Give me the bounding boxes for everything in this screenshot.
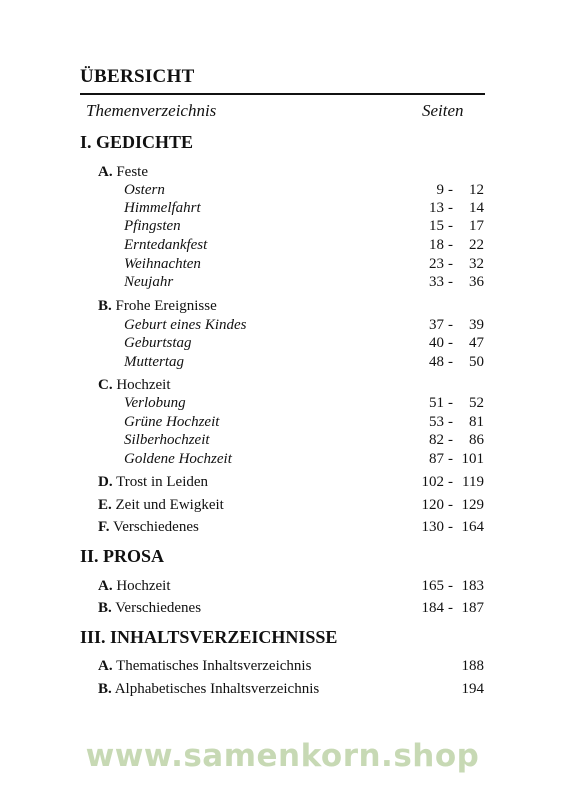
toc-item [0, 333, 565, 353]
item-label: Erntedankfest [124, 237, 208, 253]
toc-category [0, 679, 565, 699]
toc-item [0, 315, 565, 335]
page-number: 188 [461, 658, 484, 674]
section-heading: II. PROSA [80, 546, 165, 566]
category-letter: C. [98, 377, 113, 393]
page-range: 9 - 12 [436, 182, 484, 198]
item-label: Grüne Hochzeit [124, 414, 220, 430]
page-range: 37 - 39 [429, 317, 484, 333]
toc-item [0, 198, 565, 218]
toc-category [0, 296, 565, 316]
page-range: 15 - 17 [429, 218, 484, 234]
page-range: 184 - 187 [421, 600, 484, 616]
toc-category [0, 598, 565, 618]
watermark: www.samenkorn.shop [85, 738, 480, 774]
toc-item [0, 235, 565, 255]
page-range: 13 - 14 [429, 200, 484, 216]
section-heading: I. GEDICHTE [80, 132, 194, 152]
category-letter: B. [98, 681, 112, 697]
page-range: 165 - 183 [421, 578, 484, 594]
toc-item [0, 393, 565, 413]
item-label: Ostern [124, 182, 165, 198]
category-label: Verschiedenes [115, 600, 202, 616]
category-letter: A. [98, 164, 113, 180]
category-letter: F. [98, 519, 110, 535]
title-rule [80, 93, 485, 95]
toc-item [0, 449, 565, 469]
category-label: Verschiedenes [113, 519, 199, 535]
page-range: 120 - 129 [421, 497, 484, 513]
page-range: 53 - 81 [429, 414, 484, 430]
category-letter: B. [98, 298, 112, 314]
page-range: 40 - 47 [429, 335, 484, 351]
category-label: Hochzeit [116, 377, 171, 393]
category-label: Alphabetisches Inhaltsverzeichnis [114, 681, 320, 697]
category-label: Thematisches Inhaltsverzeichnis [116, 658, 312, 674]
toc-category [0, 375, 565, 395]
page-range: 33 - 36 [429, 274, 484, 290]
item-label: Geburt eines Kindes [124, 317, 247, 333]
toc-category [0, 576, 565, 596]
category-letter: A. [98, 658, 113, 674]
item-label: Neujahr [124, 274, 174, 290]
item-label: Verlobung [124, 395, 186, 411]
page-range: 18 - 22 [429, 237, 484, 253]
page-title: ÜBERSICHT [80, 66, 195, 87]
toc-item [0, 180, 565, 200]
item-label: Weihnachten [124, 256, 201, 272]
toc-category [0, 656, 565, 676]
column-header-pages: Seiten [422, 101, 464, 120]
section-heading: III. INHALTSVERZEICHNISSE [80, 627, 338, 647]
page-range: 130 - 164 [421, 519, 484, 535]
page-range: 51 - 52 [429, 395, 484, 411]
category-label: Feste [116, 164, 149, 180]
category-letter: B. [98, 600, 112, 616]
page-range: 23 - 32 [429, 256, 484, 272]
toc-item [0, 430, 565, 450]
item-label: Goldene Hochzeit [124, 451, 232, 467]
category-label: Frohe Ereignisse [115, 298, 217, 314]
page-range: 48 - 50 [429, 354, 484, 370]
toc-category [0, 472, 565, 492]
category-label: Zeit und Ewigkeit [115, 497, 224, 513]
page-range: 102 - 119 [421, 474, 484, 490]
toc-category [0, 162, 565, 182]
category-letter: E. [98, 497, 112, 513]
item-label: Himmelfahrt [124, 200, 201, 216]
page-range: 87 - 101 [429, 451, 484, 467]
item-label: Geburtstag [124, 335, 192, 351]
item-label: Muttertag [124, 354, 184, 370]
column-header-topics: Themenverzeichnis [86, 101, 217, 120]
category-letter: D. [98, 474, 113, 490]
toc-item [0, 254, 565, 274]
page-number: 194 [461, 681, 484, 697]
category-label: Trost in Leiden [116, 474, 209, 490]
toc-item [0, 216, 565, 236]
item-label: Pfingsten [124, 218, 181, 234]
category-letter: A. [98, 578, 113, 594]
toc-item [0, 412, 565, 432]
toc-item [0, 272, 565, 292]
toc-category [0, 495, 565, 515]
toc-item [0, 352, 565, 372]
item-label: Silberhochzeit [124, 432, 210, 448]
category-label: Hochzeit [116, 578, 171, 594]
toc-category [0, 517, 565, 537]
page-range: 82 - 86 [429, 432, 484, 448]
